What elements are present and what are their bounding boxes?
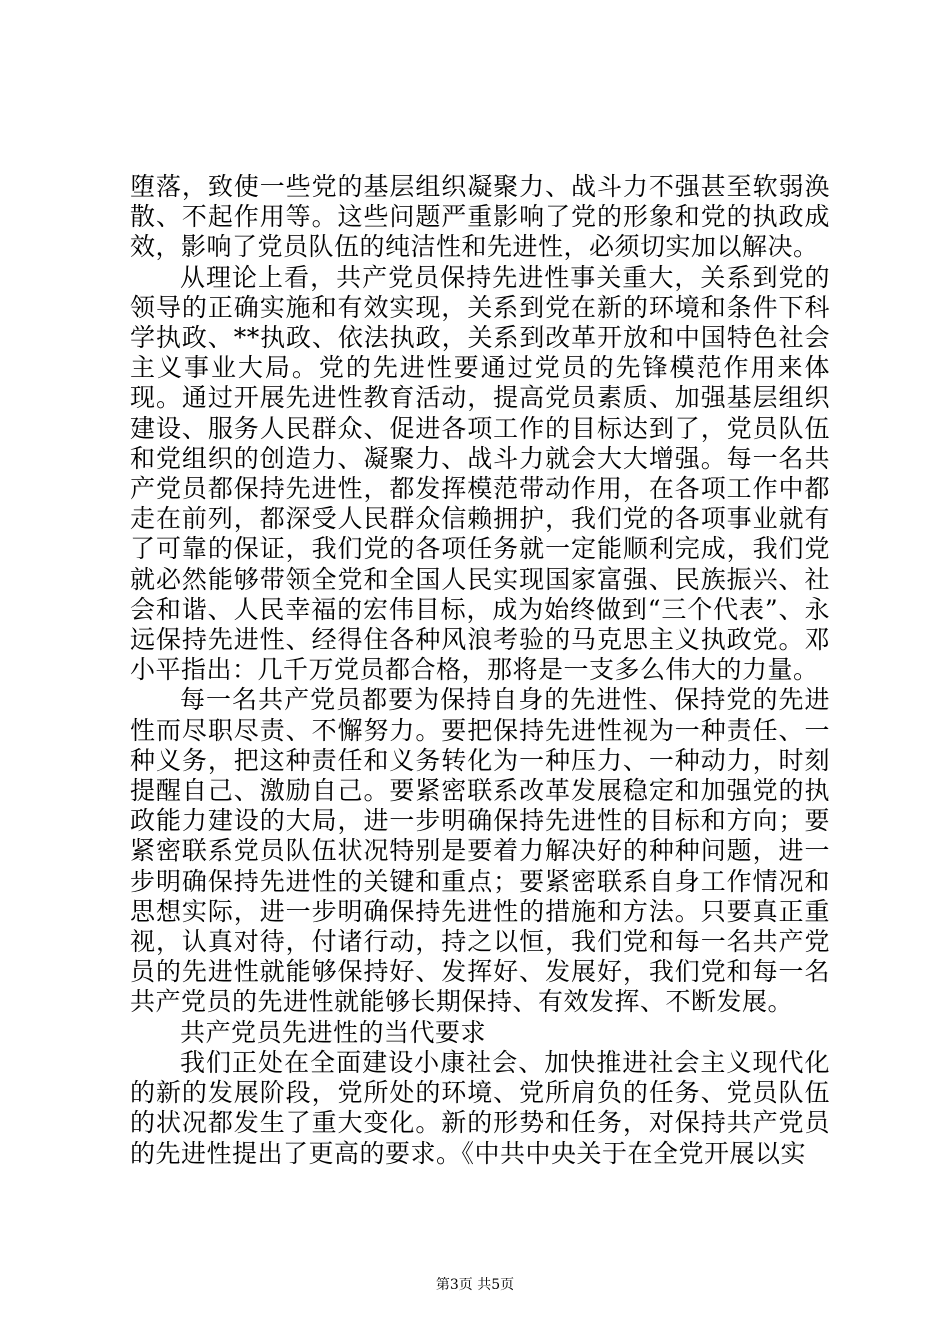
paragraph-continuation: 堕落，致使一些党的基层组织凝聚力、战斗力不强甚至软弱涣散、不起作用等。这些问题严重影响了党的形象和党的执政成效，影响了党员队伍的纯洁性和先进性，必须切实加以解决。 (130, 172, 830, 262)
page-footer: 第3页 共5页 (435, 1277, 515, 1293)
paragraph-responsibility: 每一名共产党员都要为保持自身的先进性、保持党的先进性而尽职尽责、不懈努力。要把保持先进性视为一种责任、一种义务，把这种责任和义务转化为一种压力、一种动力，时刻提醒自己、激励自己。要紧密联系改革发展稳定和加强党的执政能力建设的大局，进一步明确保持先进性的目标和方向；要紧密联系党员队伍状况特别是要着力解决好的种种问题，进一步明确保持先进性的关键和重点；要紧密联系自身工作情况和思想实际，进一步明确保持先进性的措施和方法。只要真正重视，认真对待，付诸行动，持之以恒，我们党和每一名共产党员的先进性就能够保持好、发挥好、发展好，我们党和每一名共产党员的先进性就能够长期保持、有效发挥、不断发展。 (130, 685, 830, 1017)
section-heading: 共产党员先进性的当代要求 (180, 1017, 487, 1047)
document-body (130, 172, 830, 1169)
paragraph-theory: 从理论上看，共产党员保持先进性事关重大，关系到党的领导的正确实施和有效实现，关系到党在新的环境和条件下科学执政、**执政、依法执政，关系到改革开放和中国特色社会主义事业大局。党的先进性要通过党员的先锋模范作用来体现。通过开展先进性教育活动，提高党员素质、加强基层组织建设、服务人民群众、促进各项工作的目标达到了，党员队伍和党组织的创造力、凝聚力、战斗力就会大大增强。每一名共产党员都保持先进性，都发挥模范带动作用，在各项工作中都走在前列，都深受人民群众信赖拥护，我们党的各项事业就有了可靠的保证，我们党的各项任务就一定能顺利完成，我们党就必然能够带领全党和全国人民实现国家富强、民族振兴、社会和谐、人民幸福的宏伟目标，成为始终做到“三个代表”、永远保持先进性、经得住各种风浪考验的马克思主义执政党。邓小平指出：几千万党员都合格，那将是一支多么伟大的力量。 (130, 262, 830, 685)
paragraph-contemporary: 我们正处在全面建设小康社会、加快推进社会主义现代化的新的发展阶段，党所处的环境、党所肩负的任务、党员队伍的状况都发生了重大变化。新的形势和任务，对保持共产党员的先进性提出了更高的要求。《中共中央关于在全党开展以实 (130, 1047, 830, 1168)
